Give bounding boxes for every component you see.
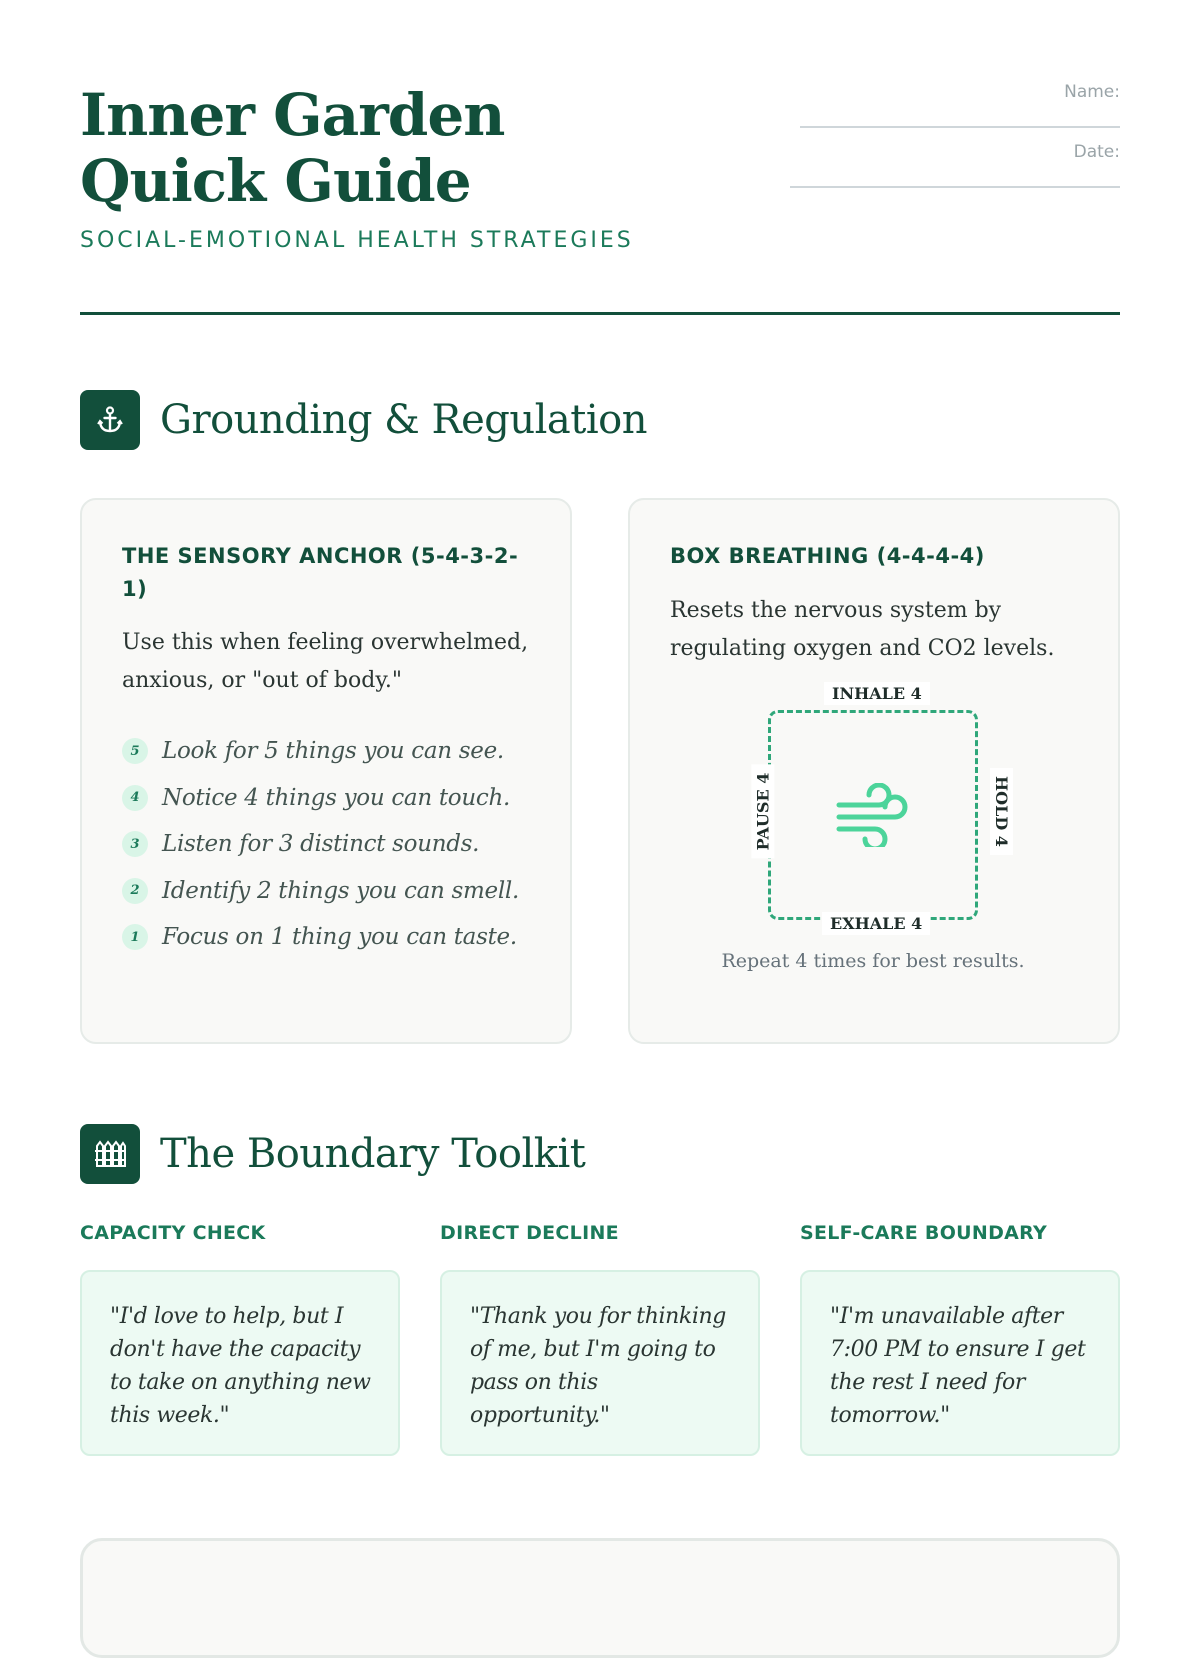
step-text: Notice 4 things you can touch. xyxy=(162,784,510,811)
hold-label: HOLD 4 xyxy=(990,768,1013,855)
exhale-label: EXHALE 4 xyxy=(822,912,930,935)
box-breathing-title: BOX BREATHING (4-4-4-4) xyxy=(670,544,985,568)
wind-icon xyxy=(835,783,911,852)
step-number-badge: 1 xyxy=(122,924,148,950)
step-number-badge: 4 xyxy=(122,785,148,811)
direct-decline-quote: "Thank you for thinking of me, but I'm going to pass on this opportunity." xyxy=(470,1304,726,1428)
direct-decline-title: DIRECT DECLINE xyxy=(440,1222,619,1244)
boundaries-section-heading xyxy=(80,1124,585,1184)
name-label: Name: xyxy=(1064,82,1120,102)
next-section-card xyxy=(80,1538,1120,1658)
step-number-badge: 3 xyxy=(122,831,148,857)
page-subtitle: SOCIAL-EMOTIONAL HEALTH STRATEGIES xyxy=(80,228,634,253)
step-text: Listen for 3 distinct sounds. xyxy=(162,831,480,858)
self-care-boundary-title: SELF-CARE BOUNDARY xyxy=(800,1222,1048,1244)
self-care-boundary-quote: "I'm unavailable after 7:00 PM to ensure I get the rest I need for tomorrow." xyxy=(830,1304,1086,1428)
capacity-check-quote: "I'd love to help, but I don't have the capacity to take on anything new this week." xyxy=(110,1304,371,1428)
list-item xyxy=(122,821,519,868)
breathing-note: Repeat 4 times for best results. xyxy=(721,950,1025,972)
fence-icon xyxy=(80,1124,140,1184)
box-breathing-description: Resets the nervous system by regulating oxygen and CO2 levels. xyxy=(670,598,1055,661)
inhale-label: INHALE 4 xyxy=(824,682,930,705)
worksheet-page xyxy=(80,0,1120,1600)
name-field-line[interactable] xyxy=(800,126,1120,128)
sensory-anchor-card xyxy=(80,498,572,1044)
date-label: Date: xyxy=(1073,142,1120,162)
sensory-anchor-title: THE SENSORY ANCHOR (5-4-3-2-1) xyxy=(122,544,519,601)
list-item xyxy=(122,914,519,961)
box-breathing-card xyxy=(628,498,1120,1044)
step-text: Look for 5 things you can see. xyxy=(162,738,504,765)
page-title: Inner Garden Quick Guide xyxy=(80,81,505,215)
grounding-section-title: Grounding & Regulation xyxy=(160,397,647,443)
step-number-badge: 5 xyxy=(122,738,148,764)
list-item xyxy=(122,775,519,822)
direct-decline-quote-card xyxy=(440,1270,760,1456)
header-divider xyxy=(80,312,1120,315)
self-care-boundary-quote-card xyxy=(800,1270,1120,1456)
capacity-check-quote-card xyxy=(80,1270,400,1456)
breathing-square xyxy=(768,710,978,920)
sensory-steps-list xyxy=(122,728,519,961)
step-text: Identify 2 things you can smell. xyxy=(162,877,519,904)
list-item xyxy=(122,868,519,915)
step-number-badge: 2 xyxy=(122,878,148,904)
anchor-icon xyxy=(80,390,140,450)
date-field-line[interactable] xyxy=(790,186,1120,188)
step-text: Focus on 1 thing you can taste. xyxy=(162,924,517,951)
boundaries-section-title: The Boundary Toolkit xyxy=(160,1131,586,1177)
sensory-anchor-description: Use this when feeling overwhelmed, anxious, or "out of body." xyxy=(122,630,529,693)
list-item xyxy=(122,728,519,775)
capacity-check-title: CAPACITY CHECK xyxy=(80,1222,266,1244)
grounding-section-heading xyxy=(80,390,647,450)
pause-label: PAUSE 4 xyxy=(751,765,774,859)
